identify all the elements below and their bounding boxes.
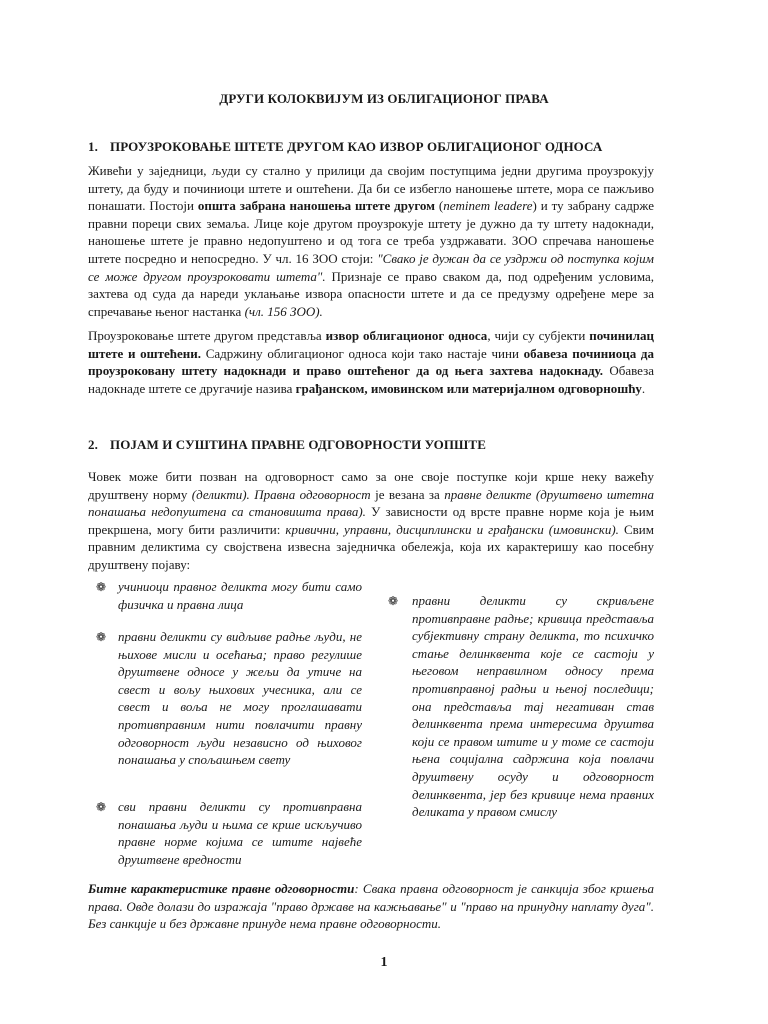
document-title: ДРУГИ КОЛОКВИЈУМ ИЗ ОБЛИГАЦИОНОГ ПРАВА (219, 91, 549, 106)
section-1-paragraph-1: Живећи у заједници, људи су стално у прилици да својим поступцима једни другима проузрокују штету, да буду и починиоци штете и оштећени. Да би се избегло наношење штете, мора се пажљиво понашати. Постоји општа забрана наношења штете другом (neminem leadere) и ту забрану садрже правни пореци свих земаља. Лице које другом проузрокује штету је дужно да ту штету надокнади, наношење штете је правно недопуштено и од тога се треба уздржавати. ЗОО спречава наношење штете посредно и непосредно. У чл. 16 ЗОО стоји: "Свако је дужан да се уздржи од поступка којим се може другом проузроковати штета". Признаје се право сваком да, под одређеним условима, захтева од суда да нареди уклањање извора опасности штете и да се предузму одређене мере за спречавање њеног настанка (чл. 156 ЗОО). (88, 163, 655, 319)
bullets-left-column (94, 578, 362, 878)
fleur-bullet-icon: ❁ (387, 594, 399, 608)
section-1-title: ПРОУЗРОКОВАЊЕ ШТЕТЕ ДРУГОМ КАО ИЗВОР ОБЛИГАЦИОНОГ ОДНОСА (110, 139, 603, 154)
bullet-left-3: сви правни деликти су противправна понашања људи и њима се крше искључиво правне норме којима се штите највеће друштвене вредности (118, 799, 362, 867)
bullet-left-1: учиниоци правног деликта могу бити само физичка и правна лица (118, 579, 362, 612)
bullet-right-1: правни деликти су скривљене противправне радње; кривица представља субјективну страну деликта, то психичко стање делинквента које се састоји у његовом неправилном односу према противправној радњи и њеној последици; она представља тај негативан став делинквента према интересима друштва који се правом штите и у томе се састоји њена социјална садржина која повлачи друштвену осуду и одговорност делинквента, јер без кривице нема правних деликата у правом смислу (412, 593, 654, 820)
section-1-paragraph-2: Проузроковање штете другом представља извор облигационог односа, чији су субјекти починилац штете и оштећени. Садржину облигационог односа који тако настаје чини обавеза починиоца да проузроковану штету надокнади и право оштећеног да од њега захтева надокнаду. Обавеза надокнаде штете се другачије назива грађанском, имовинском или материјалном одговорношћу. (88, 328, 654, 396)
fleur-bullet-icon: ❁ (95, 580, 107, 594)
section-1-number: 1. (88, 139, 98, 154)
fleur-bullet-icon: ❁ (95, 630, 107, 644)
page-number: 1 (380, 955, 388, 970)
section-2-closing-paragraph: Битне карактеристике правне одговорности: Свака правна одговорност је санкција због кршења права. Овде долази до изражаја "право државе на кажњавање" и "право на принудну наплату дуга". Без санкције и без државне принуде нема правне одговорности. (88, 881, 654, 932)
section-1-heading (88, 139, 602, 155)
section-2-paragraph-1: Човек може бити позван на одговорност само за оне своје поступке који крше неку важећу друштвену норму (деликти). Правна одговорност је везана за правне деликте (друштвено штетна понашања недопуштена са становишта права). У зависности од врсте правне норме која је њим прекршена, могу бити различити: кривични, управни, дисциплински и грађански (имовински). Свим правним деликтима су својствена извесна заједничка обележја, која их карактеришу као посебну друштвену појаву: (88, 469, 654, 572)
bullet-left-2: правни деликти су видљиве радње људи, не њихове мисли и осећања; право регулише друштвене односе у жељи да утиче на свест и вољу њихових учесника, али се свест и воља не могу проглашавати противправним нити повлачити правну одговорност људи независно од њиховог понашања у спољашњем свету (118, 629, 362, 768)
section-2-title: ПОЈАМ И СУШТИНА ПРАВНЕ ОДГОВОРНОСТИ УОПШТЕ (110, 437, 486, 452)
section-2-heading (88, 437, 486, 453)
section-2-number: 2. (88, 437, 98, 452)
fleur-bullet-icon: ❁ (95, 800, 107, 814)
bullets-right-column (386, 592, 654, 842)
